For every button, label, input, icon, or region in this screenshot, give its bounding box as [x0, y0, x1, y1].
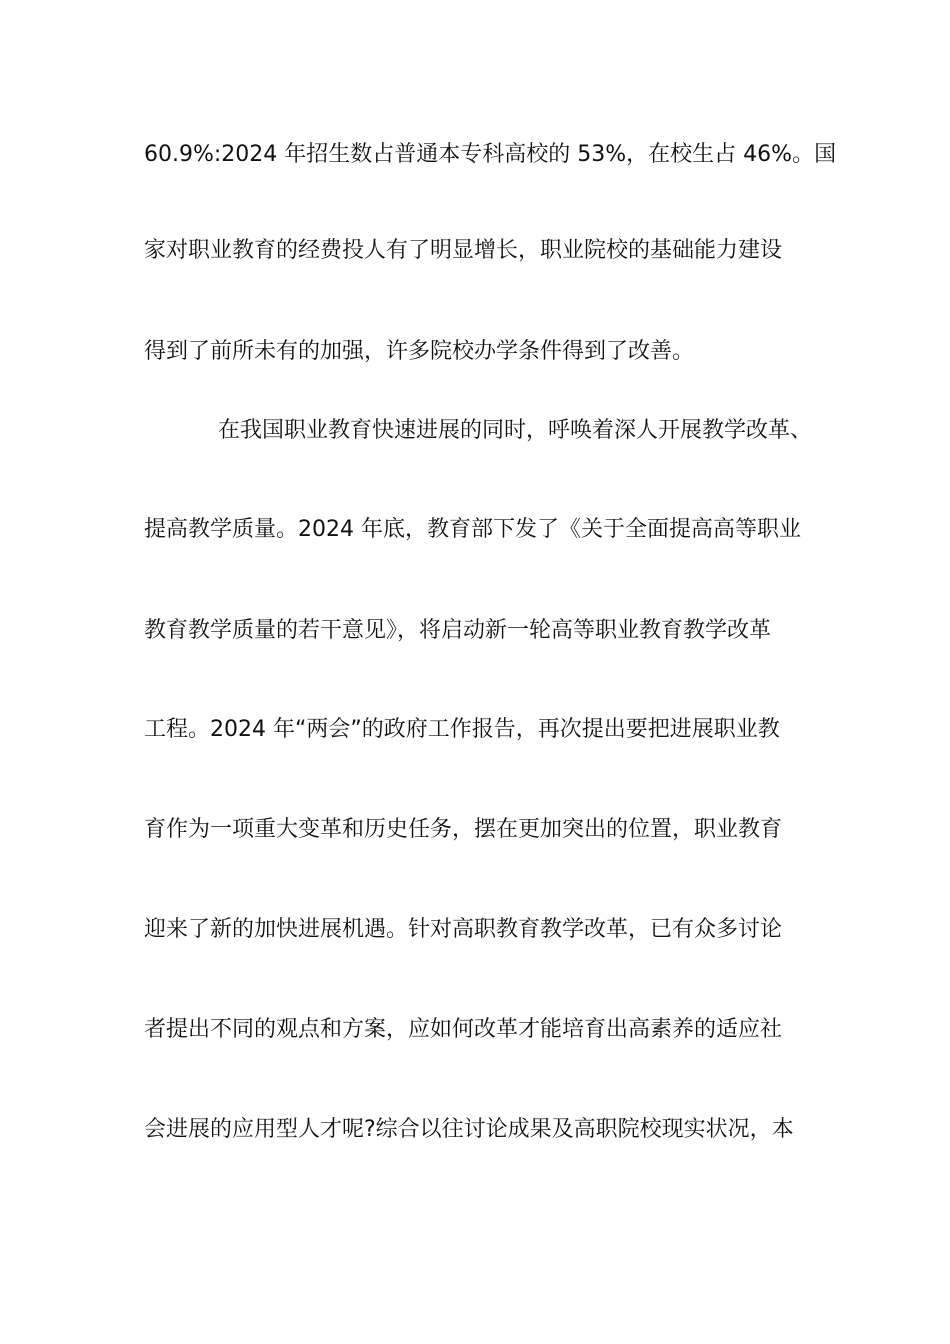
- paragraph-line: 得到了前所未有的加强，许多院校办学条件得到了改善。: [144, 339, 695, 364]
- paragraph-line: 迎来了新的加快进展机遇。针对高职教育教学改革，已有众多讨论: [144, 917, 783, 942]
- paragraph-line: 在我国职业教育快速进展的同时，呼唤着深人开展教学改革、: [218, 418, 813, 443]
- paragraph-line: 者提出不同的观点和方案，应如何改革才能培育出高素养的适应社: [144, 1017, 783, 1042]
- paragraph-line: 家对职业教育的经费投人有了明显增长，职业院校的基础能力建设: [144, 238, 783, 263]
- paragraph-line: 60.9%:2024 年招生数占普通本专科高校的 53%，在校生占 46%。国: [144, 142, 837, 167]
- paragraph-line: 会进展的应用型人才呢?综合以往讨论成果及高职院校现实状况，本: [144, 1117, 794, 1142]
- paragraph-line: 工程。2024 年“两会”的政府工作报告，再次提出要把进展职业教: [144, 717, 780, 742]
- paragraph-line: 育作为一项重大变革和历史任务，摆在更加突出的位置，职业教育: [144, 817, 783, 842]
- paragraph-line: 教育教学质量的若干意见》，将启动新一轮高等职业教育教学改革: [144, 618, 772, 643]
- paragraph-line: 提高教学质量。2024 年底，教育部下发了《关于全面提高高等职业: [144, 517, 801, 542]
